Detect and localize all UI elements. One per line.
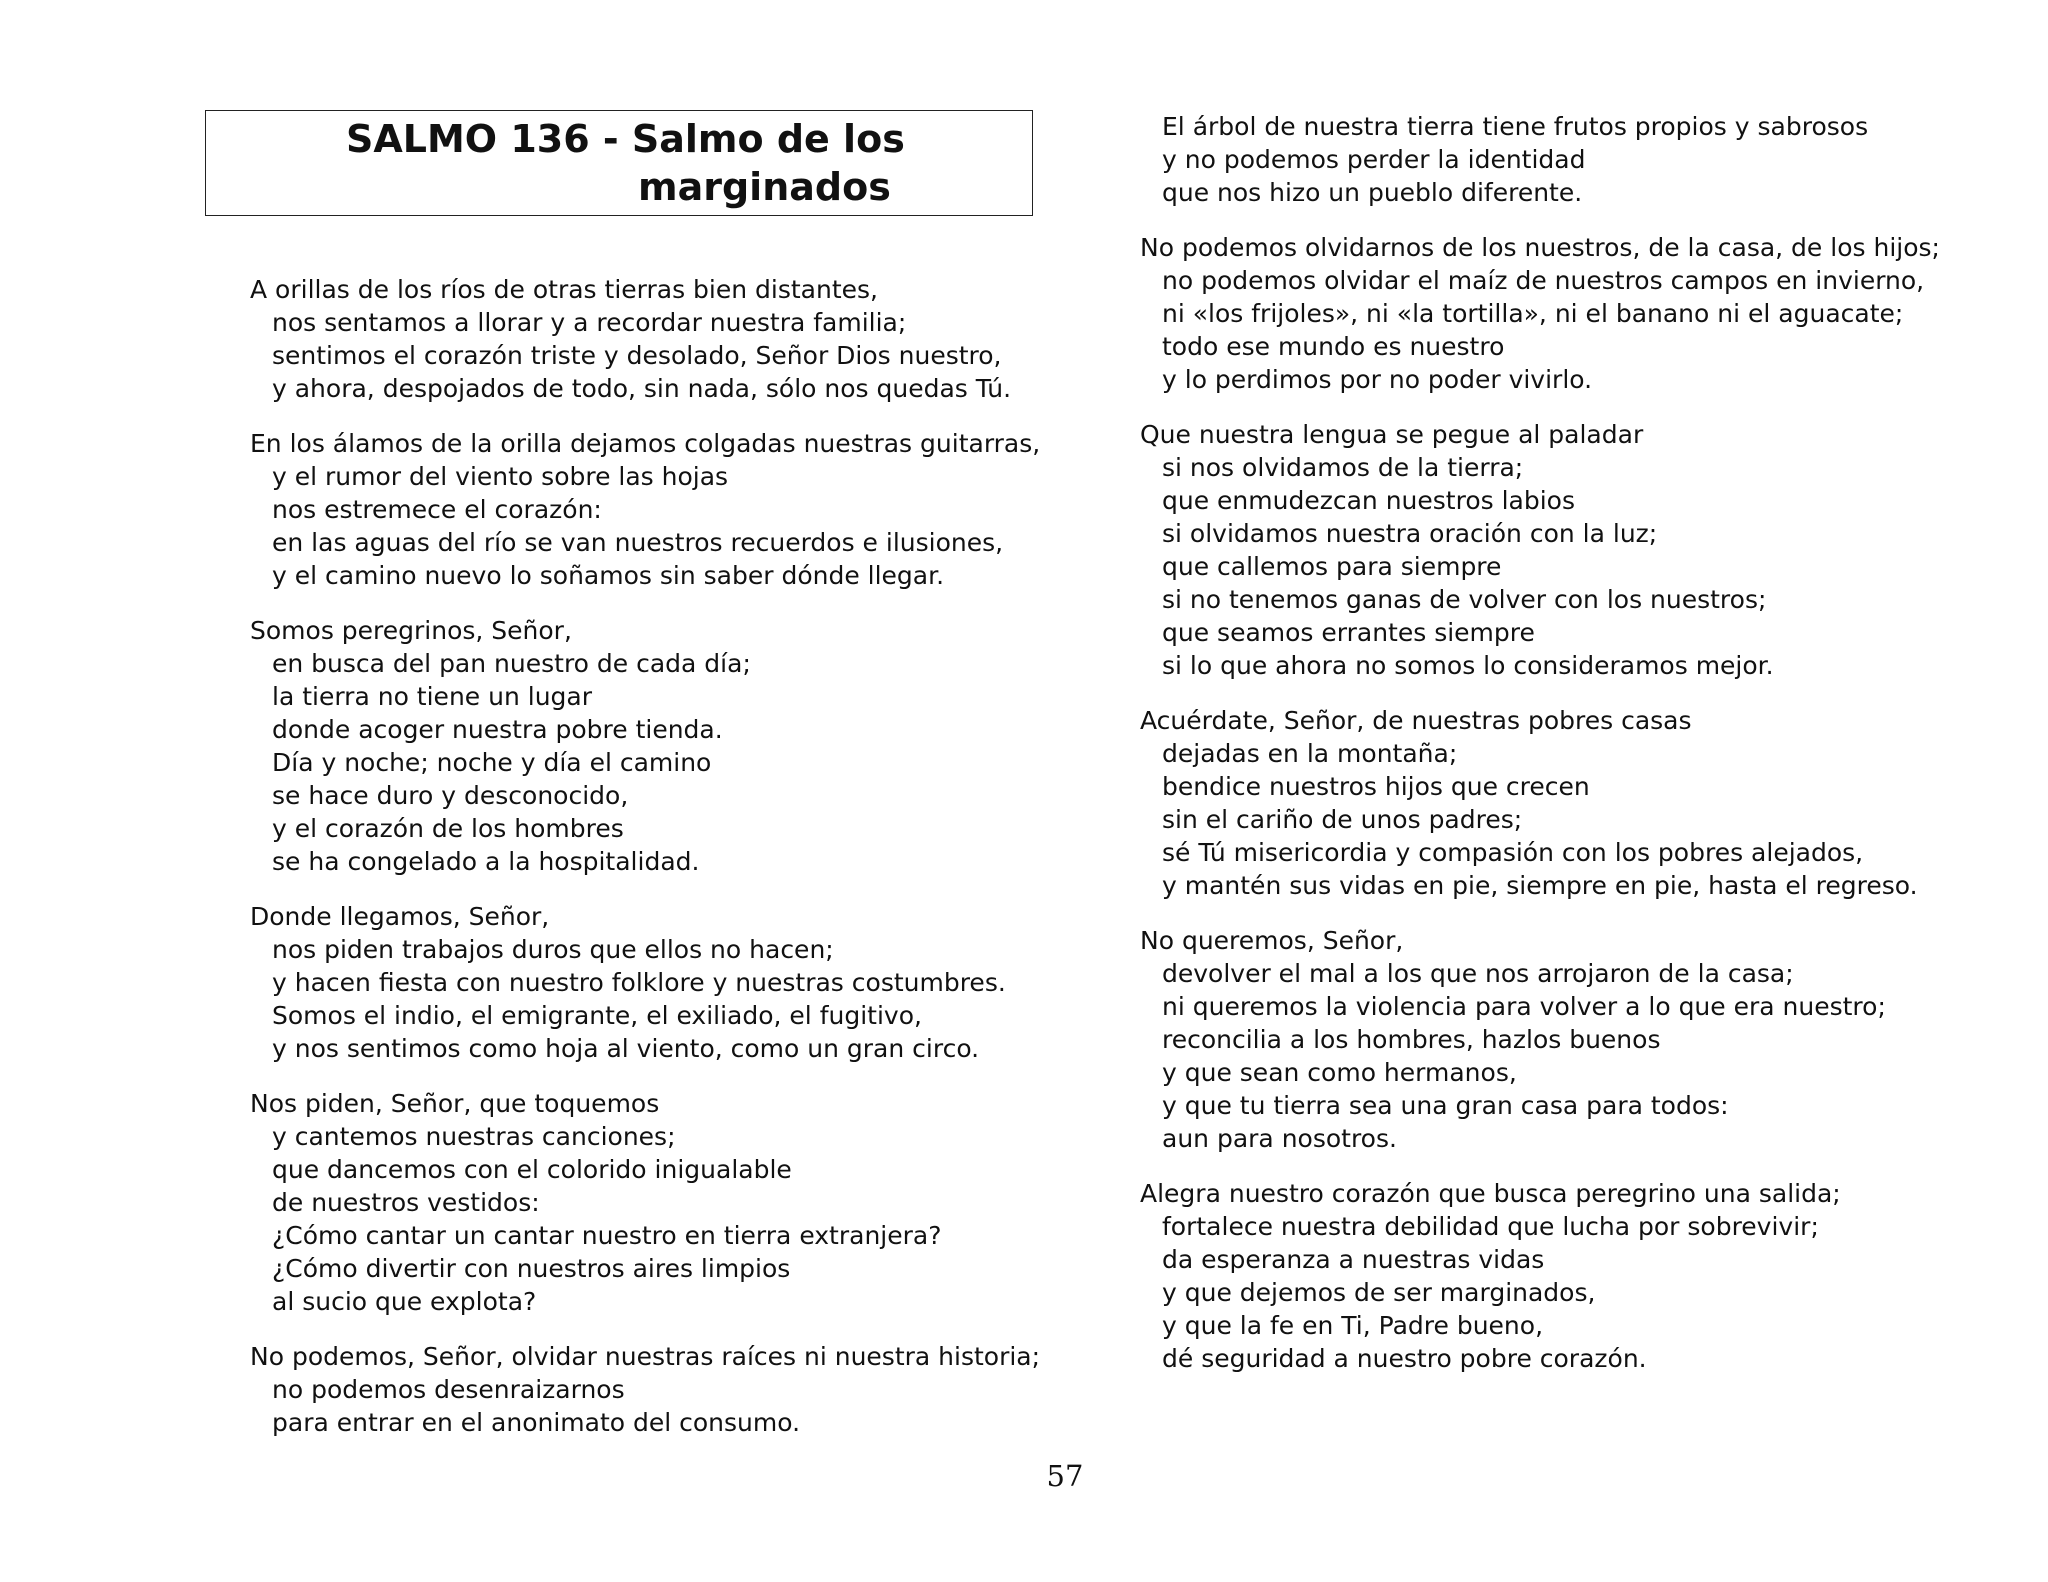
verse-line: No queremos, Señor,	[1140, 926, 1404, 955]
verse-line: si lo que ahora no somos lo consideramos mejor.	[1162, 651, 1774, 680]
stanza	[1140, 924, 2000, 1155]
stanza	[250, 614, 1030, 878]
verse-line: sé Tú misericordia y compasión con los pobres alejados,	[1162, 838, 1864, 867]
verse-line: No podemos olvidarnos de los nuestros, de la casa, de los hijos;	[1140, 233, 1940, 262]
verse-line: y el rumor del viento sobre las hojas	[272, 462, 729, 491]
verse-line: y hacen fiesta con nuestro folklore y nuestras costumbres.	[272, 968, 1006, 997]
verse-line: Día y noche; noche y día el camino	[272, 748, 712, 777]
verse-line: sin el cariño de unos padres;	[1162, 805, 1523, 834]
verse-line: no podemos olvidar el maíz de nuestros campos en invierno,	[1162, 266, 1925, 295]
stanza	[250, 900, 1030, 1065]
verse-line: nos sentamos a llorar y a recordar nuestra familia;	[272, 308, 907, 337]
verse-line: y no podemos perder la identidad	[1162, 145, 1586, 174]
stanza	[250, 1087, 1030, 1318]
verse-line: nos estremece el corazón:	[272, 495, 602, 524]
verse-line: Alegra nuestro corazón que busca peregrino una salida;	[1140, 1179, 1841, 1208]
verse-line: sentimos el corazón triste y desolado, Señor Dios nuestro,	[272, 341, 1002, 370]
verse-line: la tierra no tiene un lugar	[272, 682, 593, 711]
verse-line: que callemos para siempre	[1162, 552, 1502, 581]
verse-line: ¿Cómo cantar un cantar nuestro en tierra extranjera?	[272, 1221, 942, 1250]
verse-line: y que la fe en Ti, Padre bueno,	[1162, 1311, 1544, 1340]
verse-line: y cantemos nuestras canciones;	[272, 1122, 676, 1151]
stanza	[250, 1340, 1041, 1439]
verse-line: El árbol de nuestra tierra tiene frutos propios y sabrosos	[1162, 112, 1869, 141]
verse-line: que seamos errantes siempre	[1162, 618, 1535, 647]
verse-line: A orillas de los ríos de otras tierras bien distantes,	[250, 275, 879, 304]
verse-line: y que sean como hermanos,	[1162, 1058, 1517, 1087]
verse-line: Que nuestra lengua se pegue al paladar	[1140, 420, 1644, 449]
verse-line: al sucio que explota?	[272, 1287, 537, 1316]
verse-line: que enmudezcan nuestros labios	[1162, 486, 1575, 515]
verse-line: se ha congelado a la hospitalidad.	[272, 847, 700, 876]
right-text-column	[1140, 110, 2000, 1397]
verse-line: ni queremos la violencia para volver a lo que era nuestro;	[1162, 992, 1886, 1021]
verse-line: dejadas en la montaña;	[1162, 739, 1458, 768]
verse-line: y que tu tierra sea una gran casa para todos:	[1162, 1091, 1729, 1120]
verse-line: y mantén sus vidas en pie, siempre en pie, hasta el regreso.	[1162, 871, 1918, 900]
verse-line: se hace duro y desconocido,	[272, 781, 629, 810]
stanza	[1140, 231, 2000, 396]
psalm-title-box	[205, 110, 1033, 216]
verse-line: ni «los frijoles», ni «la tortilla», ni el banano ni el aguacate;	[1162, 299, 1904, 328]
verse-line: bendice nuestros hijos que crecen	[1162, 772, 1590, 801]
stanza	[250, 273, 1030, 405]
verse-line: aun para nosotros.	[1162, 1124, 1397, 1153]
verse-line: Donde llegamos, Señor,	[250, 902, 550, 931]
verse-line: de nuestros vestidos:	[272, 1188, 540, 1217]
verse-line: y lo perdimos por no poder vivirlo.	[1162, 365, 1593, 394]
verse-line: en las aguas del río se van nuestros recuerdos e ilusiones,	[272, 528, 1004, 557]
verse-line: y ahora, despojados de todo, sin nada, sólo nos quedas Tú.	[272, 374, 1012, 403]
verse-line: Somos el indio, el emigrante, el exiliado, el fugitivo,	[272, 1001, 922, 1030]
verse-line: para entrar en el anonimato del consumo.	[272, 1408, 801, 1437]
verse-line: Acuérdate, Señor, de nuestras pobres casas	[1140, 706, 1692, 735]
verse-line: dé seguridad a nuestro pobre corazón.	[1162, 1344, 1647, 1373]
page-number: 57	[1046, 1459, 1084, 1493]
verse-line: nos piden trabajos duros que ellos no hacen;	[272, 935, 834, 964]
verse-line: y el camino nuevo lo soñamos sin saber dónde llegar.	[272, 561, 945, 590]
verse-line: ¿Cómo divertir con nuestros aires limpios	[272, 1254, 791, 1283]
verse-line: reconcilia a los hombres, hazlos buenos	[1162, 1025, 1661, 1054]
stanza	[1140, 704, 2000, 902]
verse-line: da esperanza a nuestras vidas	[1162, 1245, 1545, 1274]
stanza	[250, 427, 1041, 592]
verse-line: que nos hizo un pueblo diferente.	[1162, 178, 1583, 207]
verse-line: si olvidamos nuestra oración con la luz;	[1162, 519, 1658, 548]
verse-line: que dancemos con el colorido inigualable	[272, 1155, 792, 1184]
verse-line: y que dejemos de ser marginados,	[1162, 1278, 1596, 1307]
verse-line: si nos olvidamos de la tierra;	[1162, 453, 1524, 482]
verse-line: En los álamos de la orilla dejamos colgadas nuestras guitarras,	[250, 429, 1041, 458]
verse-line: y el corazón de los hombres	[272, 814, 624, 843]
verse-line: no podemos desenraizarnos	[272, 1375, 625, 1404]
stanza	[1140, 1177, 2000, 1375]
verse-line: fortalece nuestra debilidad que lucha por sobrevivir;	[1162, 1212, 1819, 1241]
verse-line: en busca del pan nuestro de cada día;	[272, 649, 751, 678]
left-text-column	[250, 273, 1041, 1461]
verse-line: Somos peregrinos, Señor,	[250, 616, 572, 645]
verse-line: y nos sentimos como hoja al viento, como un gran circo.	[272, 1034, 980, 1063]
stanza	[1140, 110, 2000, 209]
verse-line: No podemos, Señor, olvidar nuestras raíces ni nuestra historia;	[250, 1342, 1041, 1371]
psalm-title-line-2: marginados	[638, 165, 891, 209]
psalm-title-line-1: SALMO 136 - Salmo de los	[346, 117, 905, 161]
verse-line: donde acoger nuestra pobre tienda.	[272, 715, 723, 744]
verse-line: devolver el mal a los que nos arrojaron de la casa;	[1162, 959, 1794, 988]
verse-line: si no tenemos ganas de volver con los nuestros;	[1162, 585, 1767, 614]
stanza	[1140, 418, 2000, 682]
verse-line: Nos piden, Señor, que toquemos	[250, 1089, 660, 1118]
verse-line: todo ese mundo es nuestro	[1162, 332, 1505, 361]
